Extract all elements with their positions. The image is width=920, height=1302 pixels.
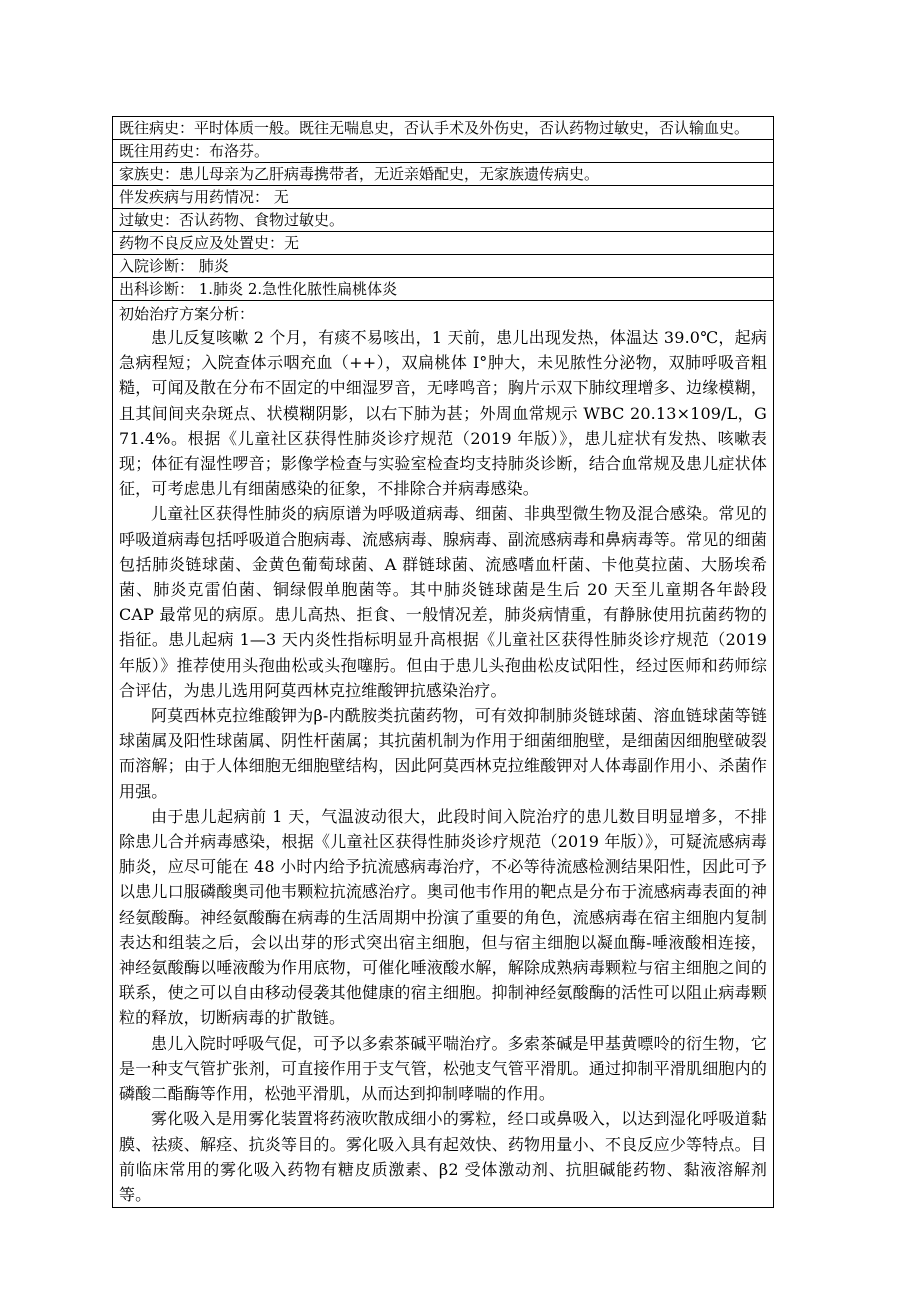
comorbidity-cell: 伴发疾病与用药情况： 无 (113, 186, 774, 209)
allergy-history-cell: 过敏史：否认药物、食物过敏史。 (113, 209, 774, 232)
past-history-row (113, 117, 774, 140)
comorbidity-row (113, 186, 774, 209)
analysis-paragraph-3: 阿莫西林克拉维酸钾为β-内酰胺类抗菌药物，可有效抑制肺炎链球菌、溶血链球菌等链球菌属及阳性球菌属、阴性杆菌属；其抗菌机制为作用于细菌细胞壁，是细菌因细胞壁破裂而溶解；由于人体细胞无细胞壁结构，因此阿莫西林克拉维酸钾对人体毒副作用小、杀菌作用强。 (119, 706, 767, 801)
past-medication-cell: 既往用药史：布洛芬。 (113, 140, 774, 163)
admission-diagnosis-cell: 入院诊断： 肺炎 (113, 255, 774, 278)
treatment-analysis-row (113, 301, 774, 1208)
treatment-analysis-heading: 初始治疗方案分析： (119, 305, 255, 323)
family-history-cell: 家族史：患儿母亲为乙肝病毒携带者，无近亲婚配史，无家族遗传病史。 (113, 163, 774, 186)
discharge-diagnosis-cell: 出科诊断： 1.肺炎 2.急性化脓性扁桃体炎 (113, 278, 774, 301)
treatment-analysis-cell (113, 301, 774, 1208)
analysis-paragraph-2: 儿童社区获得性肺炎的病原谱为呼吸道病毒、细菌、非典型微生物及混合感染。常见的呼吸道病毒包括呼吸道合胞病毒、流感病毒、腺病毒、副流感病毒和鼻病毒等。常见的细菌包括肺炎链球菌、金黄色葡萄球菌、A 群链球菌、流感嗜血杆菌、卡他莫拉菌、大肠埃希菌、肺炎克雷伯菌、铜绿假单胞菌等。其中肺炎链球菌是生后 20 天至儿童期各年龄段 CAP 最常见的病原。患儿高热、拒食、一般情况差，肺炎病情重，有静脉使用抗菌药物的指征。患儿起病 1—3 天内炎性指标明显升高根据《儿童社区获得性肺炎诊疗规范（2019 年版）》推荐使用头孢曲松或头孢噻肟。但由于患儿头孢曲松皮试阳性，经过医师和药师综合评估，为患儿选用阿莫西林克拉维酸钾抗感染治疗。 (119, 504, 767, 700)
discharge-diagnosis-row (113, 278, 774, 301)
analysis-paragraph-1: 患儿反复咳嗽 2 个月，有痰不易咳出，1 天前，患儿出现发热，体温达 39.0℃，起病急病程短；入院查体示咽充血（++），双扁桃体 I°肿大，未见脓性分泌物，双肺呼吸音粗糙，可闻及散在分布不固定的中细湿罗音，无哮鸣音；胸片示双下肺纹理增多、边缘模糊，且其间间夹杂斑点、状模糊阴影，以右下肺为甚；外周血常规示 WBC 20.13×109/L，G 71.4%。根据《儿童社区获得性肺炎诊疗规范（2019 年版）》，患儿症状有发热、咳嗽表现；体征有湿性啰音；影像学检查与实验室检查均支持肺炎诊断，结合血常规及患儿症状体征，可考虑患儿有细菌感染的征象，不排除合并病毒感染。 (119, 328, 767, 499)
analysis-paragraph-4: 由于患儿起病前 1 天，气温波动很大，此段时间入院治疗的患儿数目明显增多，不排除患儿合并病毒感染，根据《儿童社区获得性肺炎诊疗规范（2019 年版）》，可疑流感病毒肺炎，应尽可能在 48 小时内给予抗流感病毒治疗，不必等待流感检测结果阳性，因此可予以患儿口服磷酸奥司他韦颗粒抗流感治疗。奥司他韦作用的靶点是分布于流感病毒表面的神经氨酸酶。神经氨酸酶在病毒的生活周期中扮演了重要的角色，流感病毒在宿主细胞内复制表达和组装之后，会以出芽的形式突出宿主细胞，但与宿主细胞以凝血酶-唾液酸相连接，神经氨酸酶以唾液酸为作用底物，可催化唾液酸水解，解除成熟病毒颗粒与宿主细胞之间的联系，使之可以自由移动侵袭其他健康的宿主细胞。抑制神经氨酸酶的活性可以阻止病毒颗粒的释放，切断病毒的扩散链。 (119, 806, 767, 1028)
past-history-cell: 既往病史：平时体质一般。既往无喘息史，否认手术及外伤史，否认药物过敏史，否认输血史。 (113, 117, 774, 140)
allergy-history-row (113, 209, 774, 232)
adverse-reaction-cell: 药物不良反应及处置史：无 (113, 232, 774, 255)
adverse-reaction-row (113, 232, 774, 255)
family-history-row (113, 163, 774, 186)
admission-diagnosis-row (113, 255, 774, 278)
past-medication-row (113, 140, 774, 163)
medical-record-table (112, 116, 774, 1208)
analysis-paragraph-6: 雾化吸入是用雾化装置将药液吹散成细小的雾粒，经口或鼻吸入，以达到湿化呼吸道黏膜、祛痰、解痉、抗炎等目的。雾化吸入具有起效快、药物用量小、不良反应少等特点。目前临床常用的雾化吸入药物有糖皮质激素、β2 受体激动剂、抗胆碱能药物、黏液溶解剂等。 (119, 1109, 767, 1204)
analysis-paragraph-5: 患儿入院时呼吸气促，可予以多索茶碱平喘治疗。多索茶碱是甲基黄嘌呤的衍生物，它是一种支气管扩张剂，可直接作用于支气管，松弛支气管平滑肌。通过抑制平滑肌细胞内的磷酸二酯酶等作用，松弛平滑肌，从而达到抑制哮喘的作用。 (119, 1033, 767, 1104)
